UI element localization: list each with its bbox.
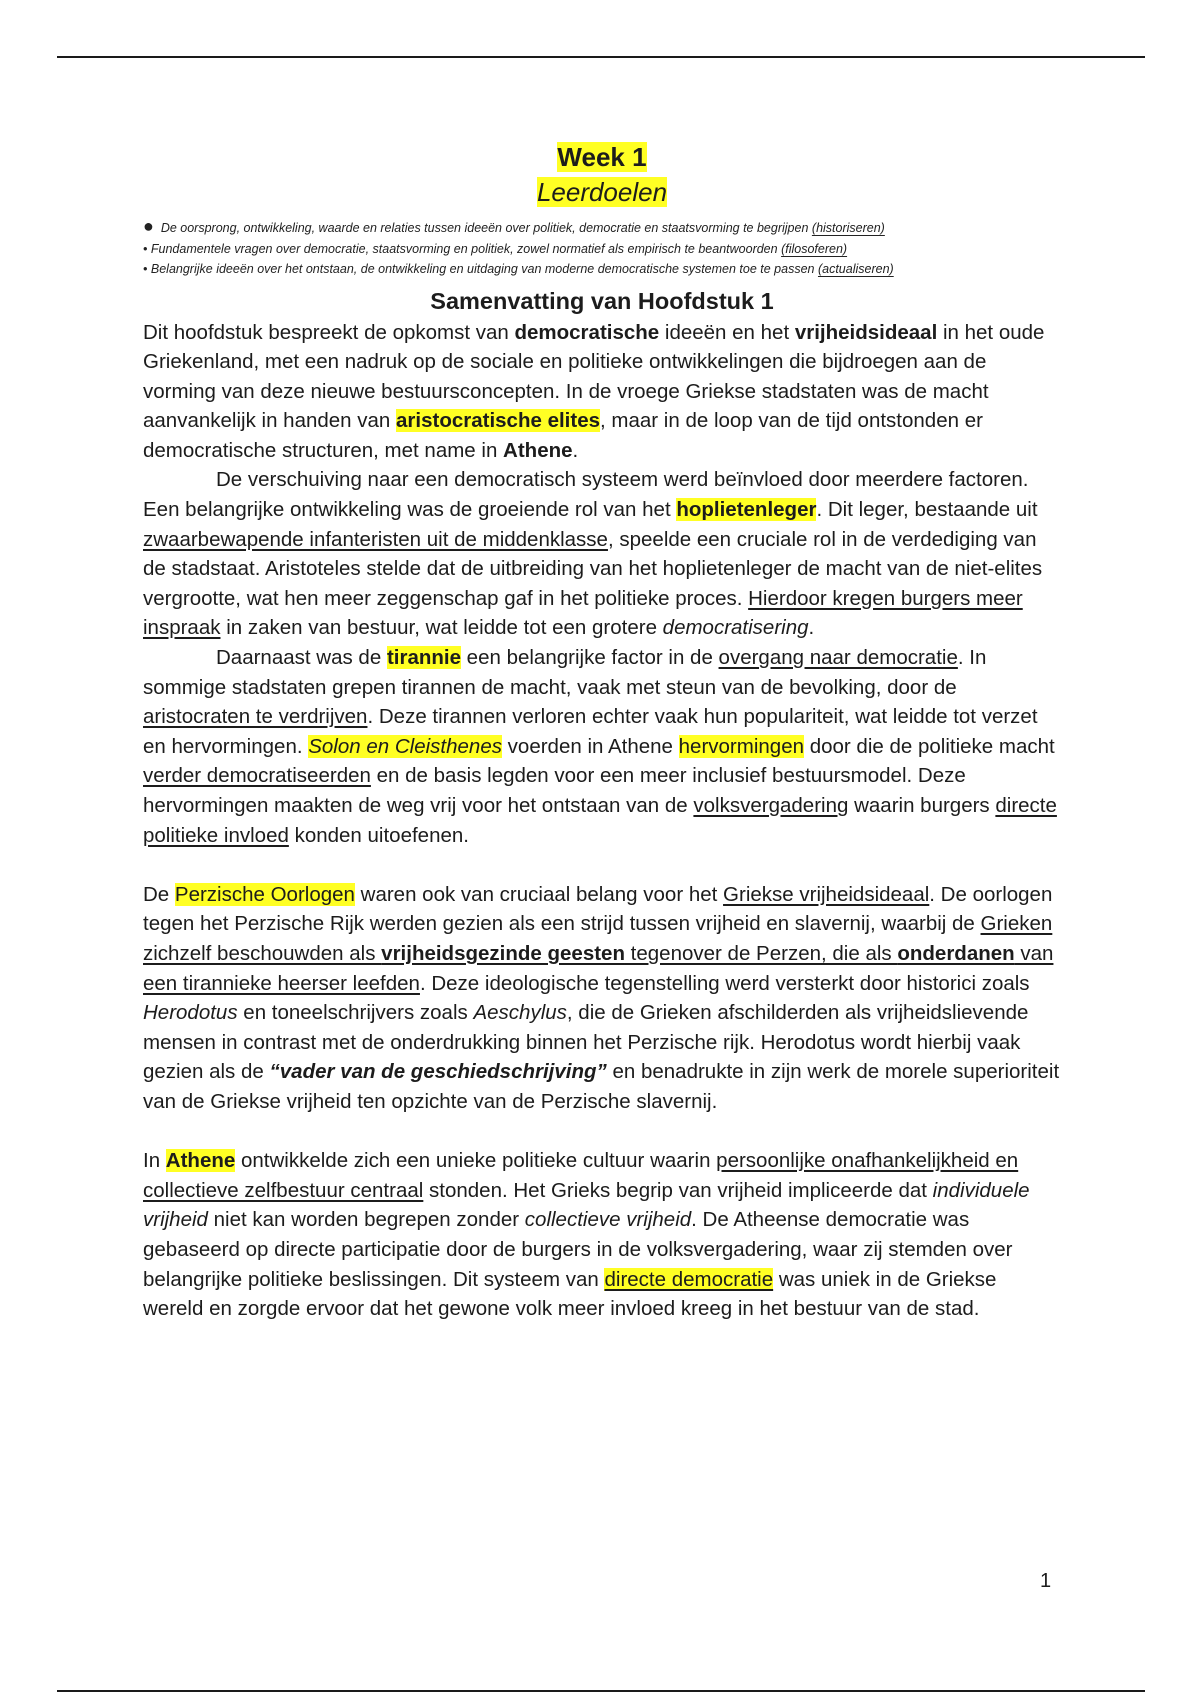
text-run: Solon en Cleisthenes: [308, 734, 502, 758]
text-run: hoplietenleger: [676, 498, 817, 522]
text-run: Herodotus: [143, 1001, 238, 1025]
text-run: tirannie: [386, 646, 461, 670]
bullet-icon: ●: [143, 216, 154, 236]
text-run: Hierdoor kregen burgers meer inspraak: [143, 586, 1023, 640]
text-run: Daarnaast was de: [216, 646, 387, 670]
text-run: , speelde een cruciale rol in de verdediging van de stadstaat. Aristoteles stelde dat de uitbreiding van het hoplietenleger de macht van de niet-elites vergrootte, wat hen meer zeggenschap gaf in het politieke proces.: [143, 527, 1043, 610]
text-run: waren ook van cruciaal belang voor het: [354, 882, 724, 906]
text-run: door die de politieke macht: [804, 734, 1055, 758]
page-number: 1: [1040, 1570, 1052, 1592]
summary-title: Samenvatting van Hoofdstuk 1: [430, 287, 774, 314]
text-run: De verschuiving naar een democratisch systeem werd beïnvloed door meerdere factoren. Een belangrijke ontwikkeling was de groeiende rol van het: [143, 468, 1029, 522]
summary-paragraph: [143, 1146, 1061, 1324]
summary-text: [143, 318, 1061, 1324]
learning-goal-tag: (historiseren): [811, 221, 885, 235]
learning-goals-list: [143, 218, 1061, 280]
paragraph-spacer: [143, 1117, 1061, 1147]
footer-rule: [57, 1690, 1145, 1692]
text-run: stonden. Het Grieks begrip van vrijheid impliceerde dat: [423, 1178, 933, 1202]
text-run: Aeschylus: [473, 1001, 567, 1025]
text-run: . Deze tirannen verloren echter vaak hun populariteit, wat leidde tot verzet en hervormingen.: [143, 705, 1038, 758]
summary-paragraph: [143, 643, 1061, 850]
text-run: en toneelschrijvers zoals: [237, 1001, 474, 1025]
learning-goal-text: De oorsprong, ontwikkeling, waarde en relaties tussen ideeën over politiek, democratie en staatsvorming te begrijpen: [160, 221, 809, 235]
text-run: waarin burgers: [848, 794, 996, 817]
header-rule: [57, 56, 1145, 58]
document-body: [143, 140, 1061, 1324]
learning-goal-item: [143, 218, 1061, 239]
text-run: directe democratie: [604, 1267, 774, 1291]
text-run: in het oude Griekenland, met een nadruk op de sociale en politieke ontwikkelingen die bijdroegen aan de vorming van deze nieuwe bestuursconcepten. In de vroege Griekse stadstaten was de macht aanvankelijk in handen van: [143, 320, 1045, 433]
text-run: , maar in de loop van de tijd ontstonden er democratische structuren, met name in: [143, 409, 983, 462]
text-run: overgang naar democratie: [718, 646, 958, 670]
learning-goal-item: [143, 259, 1061, 280]
text-run: “vader van de geschiedschrijving”: [269, 1060, 607, 1084]
summary-paragraph: [143, 465, 1061, 643]
text-run: democratische: [514, 320, 660, 344]
text-run: Perzische Oorlogen: [174, 882, 355, 906]
text-run: voerden in Athene: [501, 734, 679, 758]
text-run: onderdanen: [897, 941, 1015, 965]
learning-goal-text: Belangrijke ideeën over het ontstaan, de ontwikkeling en uitdaging van moderne democratische systemen toe te passen: [150, 262, 815, 276]
text-run: aristocraten te verdrijven: [143, 705, 368, 729]
text-run: ideeën en het: [659, 320, 795, 344]
learning-goal-item: [143, 239, 1061, 260]
text-run: van een tirannieke heerser leefden: [143, 941, 1054, 995]
text-run: zwaarbewapende infanteristen uit de middenklasse: [143, 527, 608, 551]
text-run: vrijheidsgezinde geesten: [381, 941, 625, 965]
text-run: , die de Grieken afschilderden als vrijheidslievende mensen in contrast met de onderdrukking binnen het Perzische rijk. Herodotus wordt hierbij vaak gezien als de: [143, 1001, 1029, 1084]
learning-goal-tag: (actualiseren): [817, 262, 894, 276]
text-run: directe politieke invloed: [143, 794, 1057, 847]
text-run: Dit hoofdstuk bespreekt de opkomst van: [143, 320, 515, 344]
text-run: Athene: [503, 438, 573, 462]
text-run: In: [143, 1149, 166, 1173]
text-run: niet kan worden begrepen zonder: [207, 1208, 525, 1232]
text-run: persoonlijke onafhankelijkheid en collectieve zelfbestuur centraal: [143, 1149, 1019, 1202]
learning-goal-text: Fundamentele vragen over democratie, staatsvorming en politiek, zowel normatief als empirisch te beantwoorden: [150, 241, 778, 256]
text-run: vrijheidsideaal: [794, 320, 938, 344]
text-run: en de basis legden voor een meer inclusief bestuursmodel. Deze hervormingen maakten de weg vrij voor het ontstaan van de: [143, 764, 966, 817]
text-run: Griekse vrijheidsideaal: [723, 882, 930, 906]
bullet-icon: •: [143, 241, 148, 256]
text-run: . Dit leger, bestaande uit: [816, 498, 1038, 522]
text-run: ontwikkelde zich een unieke politieke cultuur waarin: [235, 1149, 717, 1173]
text-run: collectieve vrijheid: [524, 1208, 692, 1232]
text-run: Grieken zichzelf beschouwden als: [143, 912, 1053, 965]
text-run: .: [808, 616, 815, 640]
learning-goals-title: Leerdoelen: [536, 177, 668, 207]
text-run: Athene: [165, 1149, 236, 1173]
text-run: aristocratische elites: [396, 409, 601, 433]
text-run: konden uitoefenen.: [288, 823, 469, 847]
text-run: . Deze ideologische tegenstelling werd versterkt door historici zoals: [419, 971, 1030, 995]
text-run: hervormingen: [678, 734, 804, 758]
text-run: was uniek in de Griekse wereld en zorgde ervoor dat het gewone volk meer invloed kreeg in het bestuur van de stad.: [143, 1267, 997, 1321]
summary-paragraph: [143, 880, 1061, 1117]
summary-paragraph: [143, 318, 1061, 466]
text-run: .: [572, 438, 579, 462]
text-run: volksvergadering: [693, 794, 849, 817]
text-run: democratisering: [662, 616, 809, 640]
text-run: in zaken van bestuur, wat leidde tot een grotere: [220, 616, 663, 640]
text-run: De: [143, 882, 175, 906]
text-run: individuele vrijheid: [143, 1178, 1030, 1232]
text-run: een belangrijke factor in de: [460, 646, 719, 670]
text-run: . De Atheense democratie was gebaseerd op directe participatie door de burgers in de volksvergadering, waar zij stemden over belangrijke politieke beslissingen. Dit systeem van: [143, 1208, 1013, 1291]
learning-goal-tag: (filosoferen): [781, 241, 848, 256]
paragraph-spacer: [143, 850, 1061, 880]
text-run: . De oorlogen tegen het Perzische Rijk werden gezien als een strijd tussen vrijheid en slavernij, waarbij de: [143, 882, 1053, 936]
text-run: verder democratiseerden: [143, 764, 371, 788]
week-title: Week 1: [557, 142, 647, 172]
week-heading: [143, 140, 1061, 210]
bullet-icon: •: [143, 262, 148, 276]
text-run: tegenover de Perzen, die als: [624, 941, 898, 965]
text-run: . In sommige stadstaten grepen tirannen de macht, vaak met steun van de bevolking, door de: [143, 646, 987, 699]
text-run: en benadrukte in zijn werk de morele superioriteit van de Griekse vrijheid ten opzichte van de Perzische slavernij.: [143, 1060, 1060, 1113]
